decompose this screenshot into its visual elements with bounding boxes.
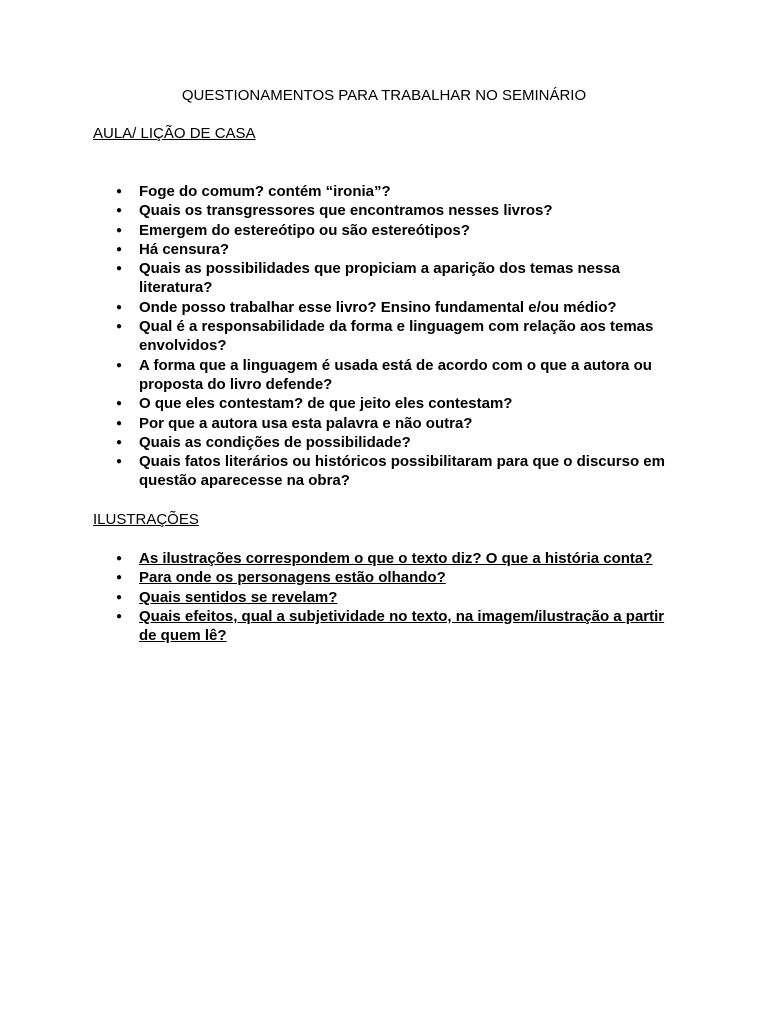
bullet-icon: ●: [116, 553, 123, 564]
bullet-icon: ●: [116, 301, 123, 313]
bullet-icon: ●: [116, 321, 123, 333]
list-item: [0, 221, 679, 240]
bullet-icon: ●: [116, 186, 123, 197]
list-item-text: Quais fatos literários ou históricos possibilitaram para que o discurso em questão aparecesse na obra?: [139, 453, 665, 490]
bullet-list-aula: [0, 182, 768, 491]
list-item-text: Quais as possibilidades que propiciam a aparição dos temas nessa literatura?: [139, 260, 621, 297]
bullet-icon: ●: [116, 610, 123, 622]
list-item: [0, 240, 679, 259]
bullet-icon: ●: [116, 359, 123, 371]
list-item-text: Foge do comum? contém “ironia”?: [139, 183, 391, 200]
list-item: [0, 394, 679, 413]
list-item-text: Qual é a responsabilidade da forma e linguagem com relação aos temas envolvidos?: [139, 318, 654, 355]
list-item-text: Onde posso trabalhar esse livro? Ensino fundamental e/ou médio?: [139, 298, 617, 316]
list-item: [0, 433, 679, 452]
document-title: QUESTIONAMENTOS PARA TRABALHAR NO SEMINÁRIO: [181, 87, 587, 104]
bullet-list-ilustracoes: [0, 549, 768, 645]
list-item-text: Quais os transgressores que encontramos nesses livros?: [139, 202, 553, 220]
bullet-icon: ●: [116, 263, 123, 275]
list-item: [0, 298, 679, 317]
list-item-text: Há censura?: [139, 240, 230, 258]
list-item: [0, 182, 679, 201]
bullet-icon: ●: [116, 243, 123, 255]
section-heading-ilustracoes: ILUSTRAÇÕES: [93, 511, 199, 528]
list-item-text: As ilustrações correspondem o que o texto diz? O que a história conta?: [139, 550, 653, 567]
list-item-text: A forma que a linguagem é usada está de acordo com o que a autora ou proposta do livro defende?: [139, 356, 652, 393]
bullet-icon: ●: [116, 205, 123, 217]
list-item: [0, 452, 679, 491]
bullet-icon: ●: [116, 398, 123, 410]
bullet-icon: ●: [116, 572, 123, 584]
bullet-icon: ●: [116, 591, 123, 603]
bullet-icon: ●: [116, 436, 123, 448]
list-item: [0, 568, 679, 587]
list-item: [0, 414, 679, 433]
list-item: [0, 549, 679, 568]
bullet-icon: ●: [116, 417, 123, 429]
list-item-text: O que eles contestam? de que jeito eles contestam?: [139, 395, 513, 413]
bullet-icon: ●: [116, 456, 123, 468]
list-item-text: Por que a autora usa esta palavra e não outra?: [139, 414, 473, 432]
list-item: [0, 317, 679, 356]
list-item-text: Quais sentidos se revelam?: [139, 588, 338, 606]
list-item-text: Quais as condições de possibilidade?: [139, 433, 411, 451]
list-item: [0, 259, 679, 298]
list-item-text: Emergem do estereótipo ou são estereótipos?: [139, 221, 470, 239]
list-item: [0, 588, 679, 607]
list-item: [0, 607, 679, 646]
list-item-text: Quais efeitos, qual a subjetividade no texto, na imagem/ilustração a partir de quem lê?: [139, 607, 665, 645]
section-heading-aula: AULA/ LIÇÃO DE CASA: [93, 125, 256, 142]
list-item: [0, 356, 679, 395]
bullet-icon: ●: [116, 224, 123, 236]
list-item: [0, 201, 679, 220]
list-item-text: Para onde os personagens estão olhando?: [139, 569, 446, 587]
